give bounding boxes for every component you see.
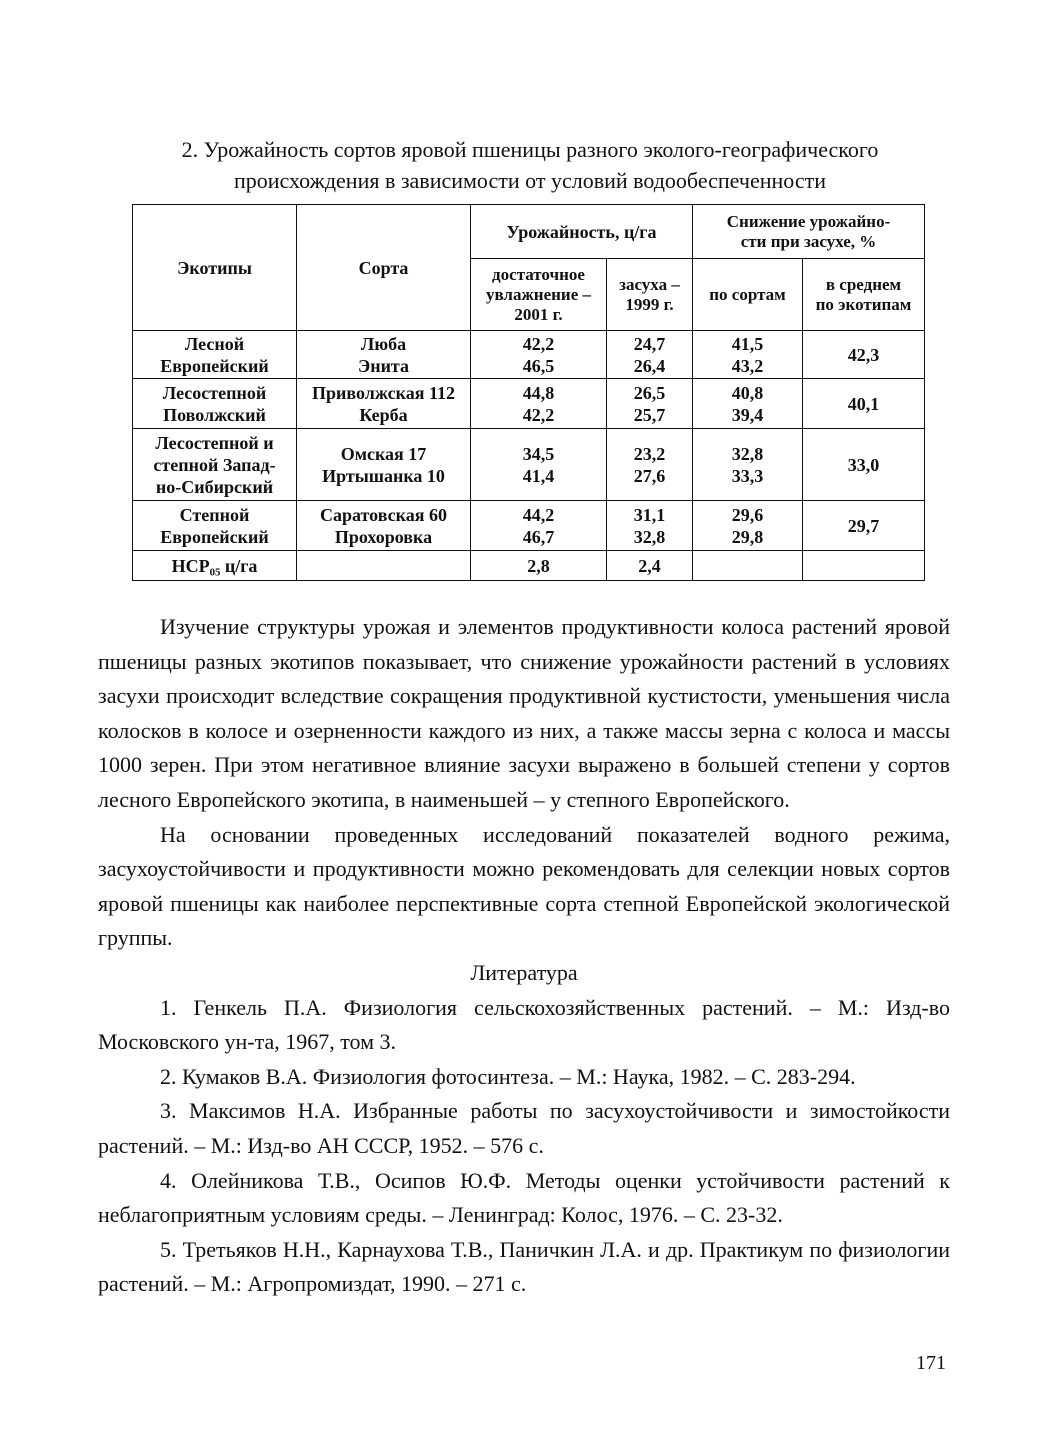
table-row bbox=[133, 501, 925, 551]
ecotype-line: Поволжский bbox=[163, 404, 266, 425]
ecotype-cell bbox=[133, 331, 297, 379]
header-drought bbox=[607, 259, 693, 331]
lsd-sufficient-value: 2,8 bbox=[471, 551, 607, 581]
page-number: 171 bbox=[916, 1352, 946, 1374]
by-variety-cell bbox=[693, 501, 803, 551]
ecotype-line: Европейский bbox=[160, 526, 269, 547]
by-variety-value: 40,8 bbox=[731, 382, 764, 403]
sufficient-value: 42,2 bbox=[522, 404, 555, 425]
drought-value: 26,4 bbox=[633, 355, 666, 376]
by-variety-cell bbox=[693, 429, 803, 501]
variety-name: Прохоровка bbox=[334, 526, 433, 547]
drought-cell bbox=[607, 379, 693, 429]
lsd-empty-cell bbox=[297, 551, 471, 581]
sufficient-value: 42,2 bbox=[522, 333, 555, 354]
drought-value: 27,6 bbox=[633, 465, 666, 486]
header-sufficient bbox=[471, 259, 607, 331]
header-yield: Урожайность, ц/га bbox=[471, 205, 693, 259]
sufficient-value: 41,4 bbox=[522, 465, 555, 486]
caption-line-2: происхождения в зависимости от условий водообеспеченности bbox=[234, 168, 826, 193]
header-sufficient-line-1: достаточное bbox=[492, 264, 585, 284]
drought-value: 26,5 bbox=[633, 382, 666, 403]
header-sufficient-line-3: 2001 г. bbox=[514, 304, 563, 324]
variety-cell bbox=[297, 331, 471, 379]
table-row bbox=[133, 379, 925, 429]
table-row bbox=[133, 331, 925, 379]
ecotype-line: Лесной bbox=[184, 333, 245, 354]
header-reduction-line-2: сти при засухе, % bbox=[740, 231, 877, 251]
ecotype-cell bbox=[133, 429, 297, 501]
variety-name: Саратовская 60 bbox=[320, 504, 447, 525]
lsd-empty-cell bbox=[693, 551, 803, 581]
sufficient-value: 44,2 bbox=[522, 504, 555, 525]
reference-item: 3. Максимов Н.А. Избранные работы по засухоустойчивости и зимостойкости растений. – М.: Изд-во АН СССР, 1952. – 576 с. bbox=[98, 1098, 950, 1158]
table-caption bbox=[120, 134, 940, 196]
variety-name: Керба bbox=[359, 404, 408, 425]
by-variety-cell bbox=[693, 379, 803, 429]
sufficient-cell bbox=[471, 429, 607, 501]
ecotype-avg: 42,3 bbox=[803, 331, 925, 379]
sufficient-cell bbox=[471, 331, 607, 379]
ecotype-avg: 33,0 bbox=[803, 429, 925, 501]
sufficient-value: 44,8 bbox=[522, 382, 555, 403]
by-variety-value: 39,4 bbox=[731, 404, 764, 425]
reference-item: 4. Олейникова Т.В., Осипов Ю.Ф. Методы оценки устойчивости растений к неблагоприятным условиям среды. – Ленинград: Колос, 1976. – С. 23-32. bbox=[98, 1167, 950, 1228]
paragraph: На основании проведенных исследований показателей водного режима, засухоустойчивости и продуктивности можно рекомендовать для селекции новых сортов яровой пшеницы как наиболее перспективные сорта степной Европейской экологической группы. bbox=[98, 821, 950, 951]
paragraph: Изучение структуры урожая и элементов продуктивности колоса растений яровой пшеницы разных экотипов показывает, что снижение урожайности растений в условиях засухи происходит вследствие сокращения продуктивной кустистости, уменьшения числа колосков в колосе и озерненности каждого из них, а также массы зерна с колоса и массы 1000 зерен. При этом негативное влияние засухи выражено в большей степени у сортов лесного Европейского экотипа, в наименьшей – у степного Европейского. bbox=[98, 614, 950, 812]
reference-item: 1. Генкель П.А. Физиология сельскохозяйственных растений. – М.: Изд-во Московского ун-та, 1967, том 3. bbox=[98, 994, 950, 1055]
ecotype-line: Лесостепной и bbox=[155, 432, 274, 453]
drought-cell bbox=[607, 429, 693, 501]
variety-name: Иртышанка 10 bbox=[322, 465, 445, 486]
ecotype-line: но-Сибирский bbox=[155, 476, 274, 497]
header-by-ecotype-line-1: в среднем bbox=[825, 274, 902, 294]
by-variety-value: 29,8 bbox=[731, 526, 764, 547]
ecotype-line: Степной bbox=[179, 504, 250, 525]
literature-title: Литература bbox=[470, 959, 578, 985]
header-reduction bbox=[693, 205, 925, 259]
by-variety-value: 29,6 bbox=[731, 504, 764, 525]
header-drought-line-1: засуха – bbox=[619, 274, 680, 294]
caption-line-1: 2. Урожайность сортов яровой пшеницы разного эколого-географического bbox=[181, 137, 879, 162]
by-variety-value: 41,5 bbox=[731, 333, 764, 354]
header-by-ecotype-line-2: по экотипам bbox=[815, 294, 912, 314]
by-variety-cell bbox=[693, 331, 803, 379]
header-sufficient-line-2: увлажнение – bbox=[485, 284, 592, 304]
sufficient-cell bbox=[471, 379, 607, 429]
drought-value: 31,1 bbox=[633, 504, 666, 525]
ecotype-cell bbox=[133, 379, 297, 429]
by-variety-value: 33,3 bbox=[731, 465, 764, 486]
drought-value: 25,7 bbox=[633, 404, 666, 425]
header-reduction-line-1: Снижение урожайно- bbox=[726, 211, 891, 231]
by-variety-value: 32,8 bbox=[731, 443, 764, 464]
drought-cell bbox=[607, 331, 693, 379]
table-row-lsd bbox=[133, 551, 925, 581]
header-by-ecotype bbox=[803, 259, 925, 331]
reference-item: 2. Кумаков В.А. Физиология фотосинтеза. – М.: Наука, 1982. – С. 283-294. bbox=[160, 1063, 856, 1089]
table-row bbox=[133, 429, 925, 501]
ecotype-line: степной Запад- bbox=[153, 454, 276, 475]
body-text bbox=[98, 610, 950, 1302]
header-drought-line-2: 1999 г. bbox=[625, 294, 674, 314]
by-variety-value: 43,2 bbox=[731, 355, 764, 376]
ecotype-avg: 29,7 bbox=[803, 501, 925, 551]
sufficient-value: 34,5 bbox=[522, 443, 555, 464]
sufficient-value: 46,7 bbox=[522, 526, 555, 547]
drought-value: 24,7 bbox=[633, 333, 666, 354]
drought-cell bbox=[607, 501, 693, 551]
variety-cell bbox=[297, 429, 471, 501]
variety-cell bbox=[297, 379, 471, 429]
variety-name: Люба bbox=[360, 333, 407, 354]
variety-cell bbox=[297, 501, 471, 551]
ecotype-line: Европейский bbox=[160, 355, 269, 376]
ecotype-line: Лесостепной bbox=[162, 382, 267, 403]
reference-item: 5. Третьяков Н.Н., Карнаухова Т.В., Паничкин Л.А. и др. Практикум по физиологии растений. – М.: Агропромиздат, 1990. – 271 с. bbox=[98, 1236, 950, 1297]
sufficient-cell bbox=[471, 501, 607, 551]
lsd-empty-cell bbox=[803, 551, 925, 581]
sufficient-value: 46,5 bbox=[522, 355, 555, 376]
lsd-label: НСР₀₅ ц/га bbox=[133, 551, 297, 581]
variety-name: Омская 17 bbox=[340, 443, 427, 464]
ecotype-avg: 40,1 bbox=[803, 379, 925, 429]
drought-value: 32,8 bbox=[633, 526, 666, 547]
header-ecotypes: Экотипы bbox=[133, 205, 297, 331]
header-by-variety: по сортам bbox=[693, 259, 803, 331]
lsd-drought-value: 2,4 bbox=[607, 551, 693, 581]
ecotype-cell bbox=[133, 501, 297, 551]
variety-name: Энита bbox=[357, 355, 409, 376]
yield-table bbox=[132, 204, 925, 581]
drought-value: 23,2 bbox=[633, 443, 666, 464]
header-varieties: Сорта bbox=[297, 205, 471, 331]
variety-name: Приволжская 112 bbox=[312, 382, 455, 403]
